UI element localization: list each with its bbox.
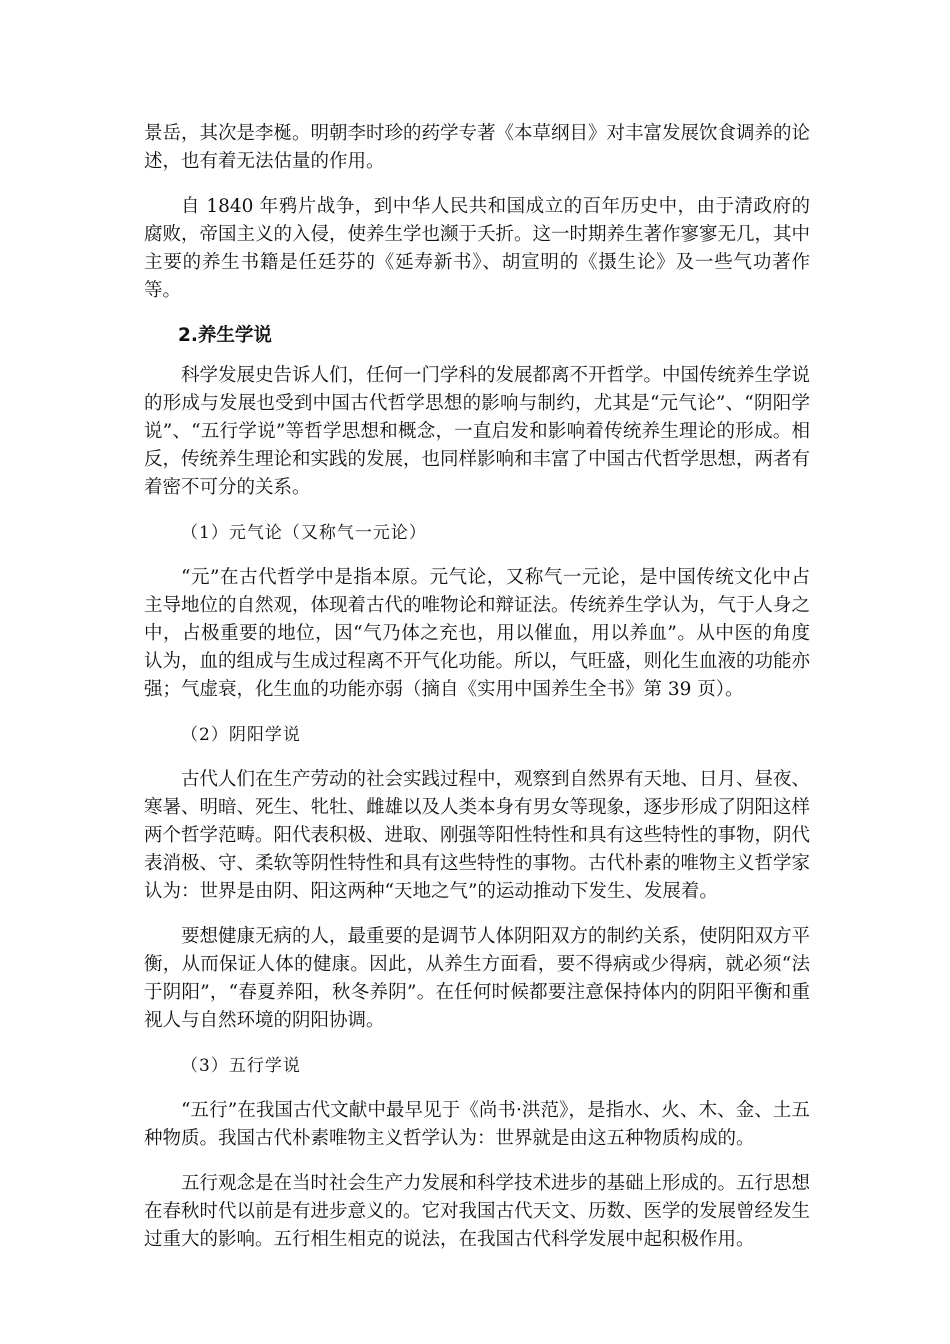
paragraph-modern-history: 自 1840 年鸦片战争，到中华人民共和国成立的百年历史中，由于清政府的腐败，帝国主义的入侵，使养生学也濒于夭折。这一时期养生著作寥寥无几，其中主要的养生书籍是任廷芬的《延寿新书》、胡宣明的《摄生论》及一些气功著作等。 — [144, 196, 811, 301]
document-page — [144, 120, 810, 1254]
paragraph-yuanqi: “元”在古代哲学中是指本原。元气论，又称气一元论，是中国传统文化中占主导地位的自然观，体现着古代的唯物论和辩证法。传统养生学认为，气于人身之中，占极重要的地位，因“气乃体之充也，用以催血，用以养血”。从中医的角度认为，血的组成与生成过程离不开气化功能。所以，气旺盛，则化生血液的功能亦强；气虚衰，化生血的功能亦弱（摘自《实用中国养生全书》第 39 页）。 — [144, 567, 811, 700]
section-heading: 2.养生学说 — [178, 325, 272, 346]
paragraph-yinyang-health: 要想健康无病的人，最重要的是调节人体阴阳双方的制约关系，使阴阳双方平衡，从而保证人体的健康。因此，从养生方面看，要不得病或少得病，就必须“法于阴阳”，“春夏养阳，秋冬养阴”。在任何时候都要注意保持体内的阴阳平衡和重视人与自然环境的阴阳协调。 — [144, 926, 811, 1031]
subheading-wuxing: （3）五行学说 — [181, 1056, 301, 1076]
subheading-yinyang: （2）阴阳学说 — [181, 725, 301, 745]
paragraph-continuation: 景岳，其次是李梴。明朝李时珍的药学专著《本草纲目》对丰富发展饮食调养的论述，也有着无法估量的作用。 — [144, 123, 811, 172]
paragraph-philosophy-intro: 科学发展史告诉人们，任何一门学科的发展都离不开哲学。中国传统养生学说的形成与发展也受到中国古代哲学思想的影响与制约，尤其是“元气论”、“阴阳学说”、“五行学说”等哲学思想和概念，一直启发和影响着传统养生理论的形成。相反，传统养生理论和实践的发展，也同样影响和丰富了中国古代哲学思想，两者有着密不可分的关系。 — [144, 365, 811, 498]
paragraph-wuxing-history: 五行观念是在当时社会生产力发展和科学技术进步的基础上形成的。五行思想在春秋时代以前是有进步意义的。它对我国古代天文、历数、医学的发展曾经发生过重大的影响。五行相生相克的说法，在我国古代科学发展中起积极作用。 — [144, 1173, 811, 1250]
paragraph-wuxing-definition: “五行”在我国古代文献中最早见于《尚书·洪范》，是指水、火、木、金、土五种物质。我国古代朴素唯物主义哲学认为：世界就是由这五种物质构成的。 — [144, 1100, 810, 1149]
paragraph-yinyang-origin: 古代人们在生产劳动的社会实践过程中，观察到自然界有天地、日月、昼夜、寒暑、明暗、死生、牝牡、雌雄以及人类本身有男女等现象，逐步形成了阴阳这样两个哲学范畴。阳代表积极、进取、刚强等阳性特性和具有这些特性的事物，阴代表消极、守、柔软等阴性特性和具有这些特性的事物。古代朴素的唯物主义哲学家认为：世界是由阴、阳这两种“天地之气”的运动推动下发生、发展着。 — [144, 769, 811, 902]
subheading-yuanqi: （1）元气论（又称气一元论） — [181, 523, 427, 543]
